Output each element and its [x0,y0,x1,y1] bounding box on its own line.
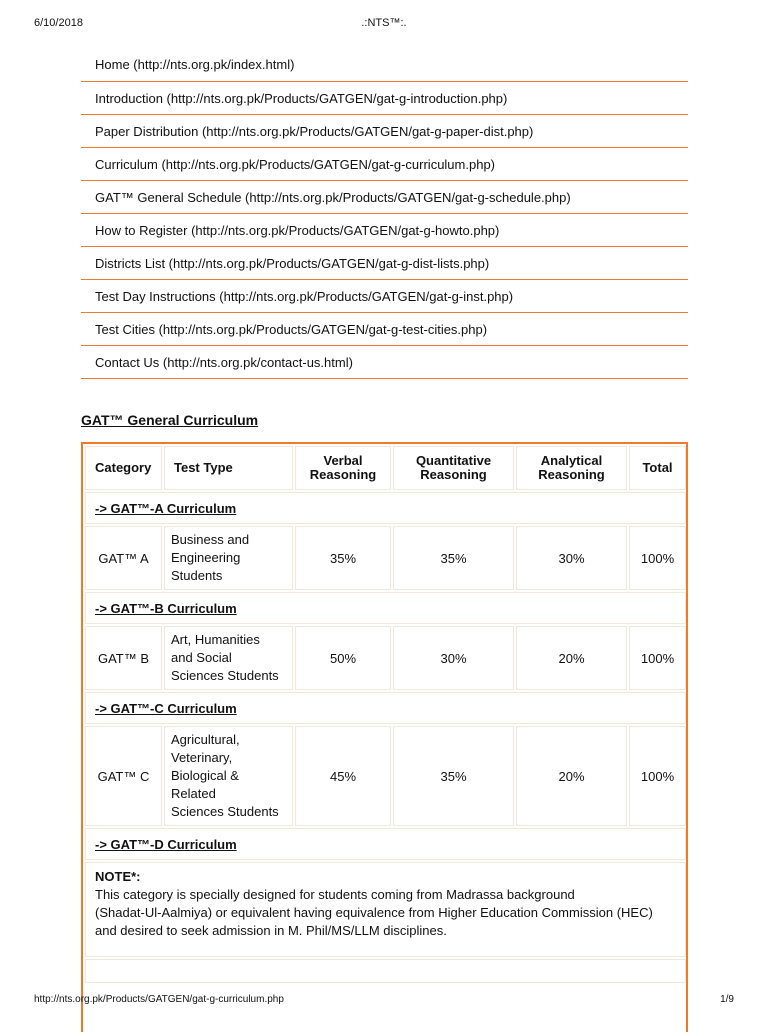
gat-d-heading-link[interactable]: -> GAT™-D Curriculum [95,836,237,852]
table-header-row [85,446,686,490]
test-type-line: Veterinary, [171,750,233,765]
header-anal-line1: Analytical [540,453,603,468]
nav-item-test-cities[interactable]: Test Cities (http://nts.org.pk/Products/GATGEN/gat-g-test-cities.php) [81,313,688,346]
nav-menu [81,48,688,379]
header-anal-line2: Reasoning [538,467,605,482]
test-type-cell [164,726,293,826]
header-verbal [295,446,391,490]
header-quant-line2: Reasoning [420,467,487,482]
note-label: NOTE*: [95,869,141,884]
nav-item-curriculum[interactable]: Curriculum (http://nts.org.pk/Products/GATGEN/gat-g-curriculum.php) [81,148,688,181]
gat-b-heading-link[interactable]: -> GAT™-B Curriculum [95,600,237,616]
curriculum-panel [81,442,688,1032]
header-test-type: Test Type [164,446,293,490]
quantitative-cell: 35% [393,526,514,590]
note-cell [85,862,686,957]
note-row [85,862,686,957]
note-line: (Shadat-Ul-Aalmiya) or equivalent having equivalence from Higher Education Commission (HEC) [95,905,653,920]
test-type-cell [164,526,293,590]
note-line: and desired to seek admission in M. Phil/MS/LLM disciplines. [95,923,447,938]
test-type-line: Related [171,786,216,801]
test-type-line: Engineering [171,550,241,565]
section-heading-row [85,828,686,860]
section-heading-cell [85,692,686,724]
header-analytical [516,446,627,490]
print-page-number: 1/9 [720,994,734,1005]
table-row [85,526,686,590]
test-type-line: Biological & [171,768,239,783]
test-type-line: Students [171,568,223,583]
total-cell: 100% [629,626,686,690]
verbal-cell: 35% [295,526,391,590]
nav-item-how-to-register[interactable]: How to Register (http://nts.org.pk/Products/GATGEN/gat-g-howto.php) [81,214,688,247]
page-title: GAT™ General Curriculum [81,412,259,428]
note-line: This category is specially designed for students coming from Madrassa background [95,887,575,902]
quantitative-cell: 30% [393,626,514,690]
nav-item-schedule[interactable]: GAT™ General Schedule (http://nts.org.pk/Products/GATGEN/gat-g-schedule.php) [81,181,688,214]
section-heading-cell [85,828,686,860]
category-cell: GAT™ A [85,526,162,590]
section-heading-cell [85,592,686,624]
header-total: Total [629,446,686,490]
total-cell: 100% [629,526,686,590]
quantitative-cell: 35% [393,726,514,826]
curriculum-table [83,444,688,985]
analytical-cell: 20% [516,626,627,690]
section-heading-row [85,492,686,524]
header-quant-line1: Quantitative [415,453,492,468]
nav-item-home[interactable]: Home (http://nts.org.pk/index.html) [81,48,688,82]
test-type-line: Business and [171,532,250,547]
section-heading-row [85,592,686,624]
table-row [85,626,686,690]
print-title: .:NTS™:. [361,17,407,29]
nav-item-districts-list[interactable]: Districts List (http://nts.org.pk/Products/GATGEN/gat-g-dist-lists.php) [81,247,688,280]
analytical-cell: 30% [516,526,627,590]
header-category: Category [85,446,162,490]
analytical-cell: 20% [516,726,627,826]
empty-cell [85,959,686,983]
test-type-line: Sciences Students [171,804,279,819]
header-verbal-line2: Reasoning [309,467,377,482]
section-heading-cell [85,492,686,524]
print-footer-url: http://nts.org.pk/Products/GATGEN/gat-g-curriculum.php [34,994,284,1005]
table-row [85,726,686,826]
nav-item-paper-distribution[interactable]: Paper Distribution (http://nts.org.pk/Products/GATGEN/gat-g-paper-dist.php) [81,115,688,148]
header-quantitative [393,446,514,490]
category-cell: GAT™ C [85,726,162,826]
total-cell: 100% [629,726,686,826]
verbal-cell: 50% [295,626,391,690]
header-verbal-line1: Verbal [323,453,363,468]
gat-a-heading-link[interactable]: -> GAT™-A Curriculum [95,500,237,516]
test-type-line: Art, Humanities [171,632,260,647]
test-type-line: and Social [171,650,232,665]
test-type-line: Sciences Students [171,668,279,683]
test-type-cell [164,626,293,690]
section-heading-row [85,692,686,724]
verbal-cell: 45% [295,726,391,826]
nav-item-test-day-instructions[interactable]: Test Day Instructions (http://nts.org.pk/Products/GATGEN/gat-g-inst.php) [81,280,688,313]
gat-c-heading-link[interactable]: -> GAT™-C Curriculum [95,700,237,716]
test-type-line: Agricultural, [171,732,240,747]
nav-item-contact-us[interactable]: Contact Us (http://nts.org.pk/contact-us.html) [81,346,688,379]
category-cell: GAT™ B [85,626,162,690]
table-row [85,959,686,983]
print-date: 6/10/2018 [34,17,83,29]
nav-item-introduction[interactable]: Introduction (http://nts.org.pk/Products/GATGEN/gat-g-introduction.php) [81,82,688,115]
